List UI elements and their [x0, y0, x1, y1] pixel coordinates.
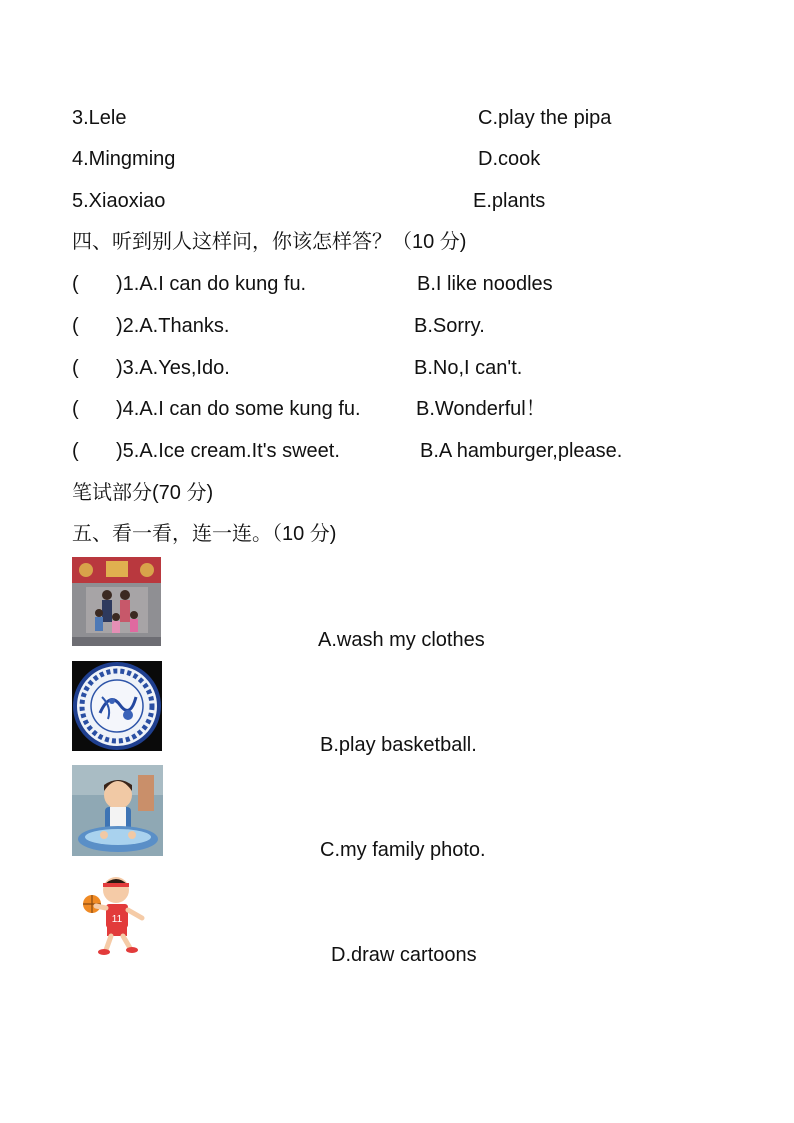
option-c-family-photo: C.my family photo. — [320, 839, 486, 861]
question-3-option-b: B.No,I can't. — [414, 357, 523, 379]
option-d-draw-cartoons: D.draw cartoons — [331, 944, 477, 966]
section4-title: 四、听到别人这样问，你该怎样答？（10 分) — [72, 231, 467, 253]
match-left-3: 3.Lele — [72, 107, 127, 129]
answer-paren-4: ( — [72, 398, 79, 420]
answer-paren-2: ( — [72, 315, 79, 337]
match-right-e: E.plants — [473, 190, 546, 212]
question-1-option-a: )1.A.I can do kung fu. — [116, 273, 307, 295]
family-photo-image — [72, 557, 161, 646]
question-2-option-a: )2.A.Thanks. — [116, 315, 230, 337]
answer-paren-5: ( — [72, 440, 79, 462]
question-4-option-b: B.Wonderful！ — [416, 398, 546, 420]
basketball-player-image — [76, 872, 156, 958]
option-b-play-basketball: B.play basketball. — [320, 734, 477, 756]
match-right-d: D.cook — [478, 148, 541, 170]
answer-paren-3: ( — [72, 357, 79, 379]
section5-title: 五、看一看，连一连。（10 分) — [72, 523, 337, 545]
question-2-option-b: B.Sorry. — [414, 315, 485, 337]
porcelain-plate-image — [72, 661, 162, 751]
match-right-c: C.play the pipa — [478, 107, 612, 129]
question-1-option-b: B.I like noodles — [417, 273, 553, 295]
match-left-5: 5.Xiaoxiao — [72, 190, 166, 212]
written-part-title: 笔试部分(70 分) — [72, 482, 214, 504]
svg-text:11: 11 — [111, 914, 123, 925]
match-left-4: 4.Mingming — [72, 148, 176, 170]
boy-washing-clothes-image — [72, 765, 163, 856]
question-3-option-a: )3.A.Yes,Ido. — [116, 357, 230, 379]
question-5-option-a: )5.A.Ice cream.It's sweet. — [116, 440, 340, 462]
answer-paren-1: ( — [72, 273, 79, 295]
option-a-wash-clothes: A.wash my clothes — [318, 629, 485, 651]
question-5-option-b: B.A hamburger,please. — [420, 440, 623, 462]
question-4-option-a: )4.A.I can do some kung fu. — [116, 398, 361, 420]
